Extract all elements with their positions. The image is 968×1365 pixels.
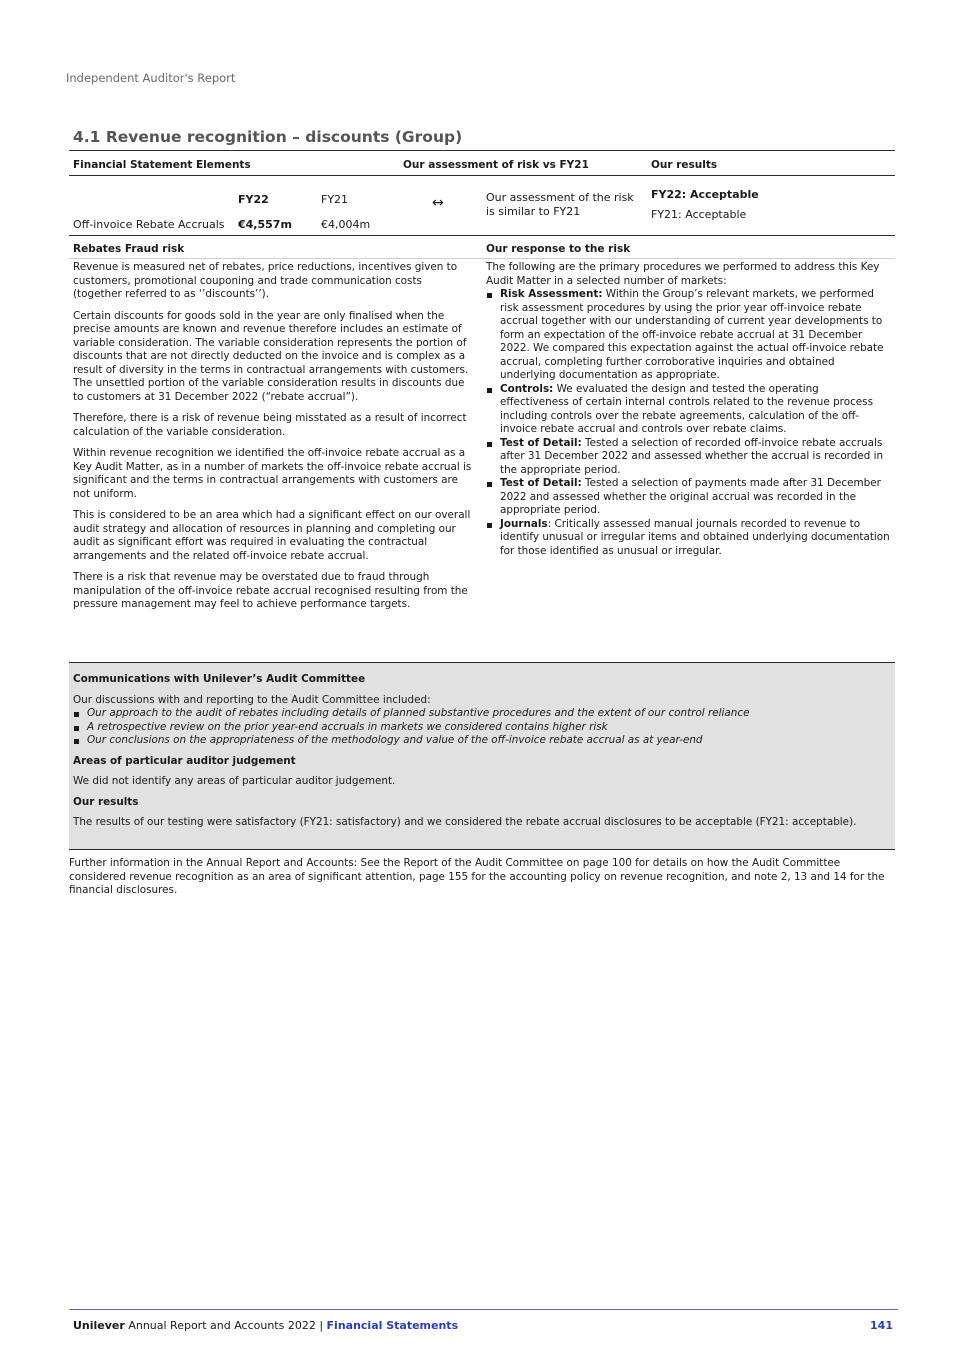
- table-row-rule: [69, 235, 895, 236]
- list-item: [486, 477, 891, 518]
- col-head-assessment: Our assessment of risk vs FY21: [403, 159, 589, 171]
- fy21-value: €4,004m: [321, 218, 371, 231]
- judgement-text: We did not identify any areas of particular auditor judgement.: [73, 775, 396, 787]
- communications-content: [73, 673, 873, 837]
- item-label: Controls:: [500, 382, 554, 395]
- communications-intro: Our discussions with and reporting to the Audit Committee included:: [73, 693, 431, 706]
- assessment-text: Our assessment of the risk is similar to FY21: [486, 191, 634, 218]
- table-top-rule: [69, 150, 895, 151]
- result-fy21: FY21: Acceptable: [651, 208, 747, 221]
- list-item: A retrospective review on the prior year-end accruals in markets we considered contains higher risk: [73, 721, 873, 735]
- sub-rule: [69, 258, 895, 259]
- left-right-arrow-icon: ↔: [432, 195, 444, 211]
- risk-paragraph: Within revenue recognition we identified the off-invoice rebate accrual as a Key Audit Matter, as in a number of markets the off-invoice rebate accrual is significant and the terms in contractual arrangements with customers are not uniform.: [73, 447, 472, 500]
- response-text: [486, 261, 891, 558]
- judgement-heading: Areas of particular auditor judgement: [73, 754, 296, 767]
- risk-heading: Rebates Fraud risk: [73, 243, 185, 255]
- row-label: Off-invoice Rebate Accruals: [73, 218, 225, 231]
- col-head-elements: Financial Statement Elements: [73, 159, 251, 171]
- list-item: Our conclusions on the appropriateness of the methodology and value of the off-invoice rebate accrual as at year-end: [73, 734, 873, 748]
- footer-rule: [69, 1309, 898, 1310]
- footer-brand: Unilever: [73, 1319, 125, 1332]
- list-item: [486, 437, 891, 478]
- footer-section-link[interactable]: Financial Statements: [326, 1319, 459, 1332]
- item-label: Journals: [500, 517, 548, 530]
- fy22-value: €4,557m: [238, 218, 292, 231]
- risk-paragraph: There is a risk that revenue may be overstated due to fraud through manipulation of the off-invoice rebate accrual recognised resulting from the pressure management may feel to achieve performance targets.: [73, 571, 468, 610]
- footer-report: Annual Report and Accounts 2022 |: [124, 1319, 327, 1332]
- item-text: Within the Group’s relevant markets, we performed risk assessment procedures by using the prior year off-invoice rebate accrual together with our understanding of current year developments to form an expectation of the off-invoice rebate accrual at 31 December 2022. We compared this expectation against the actual off-invoice rebate accrual, completing further corroborative inquiries and obtained underlying documentation as appropriate.: [500, 288, 884, 381]
- response-intro: The following are the primary procedures we performed to address this Key Audit Matter in a selected number of markets:: [486, 261, 880, 287]
- col-head-results: Our results: [651, 159, 718, 171]
- footer-title: [73, 1319, 458, 1332]
- list-item: Our approach to the audit of rebates including details of planned substantive procedures and the extent of our control reliance: [73, 707, 873, 721]
- risk-paragraph: This is considered to be an area which had a significant effect on our overall audit strategy and allocation of resources in planning and completing our audit as significant effort was required in evaluating the contractual arrangements and the related off-invoice rebate accrual.: [73, 509, 471, 562]
- item-text: Tested a selection of recorded off-invoice rebate accruals after 31 December 2022 and assessed whether the accrual is recorded in the appropriate period.: [500, 436, 884, 476]
- table-header-rule: [69, 175, 895, 176]
- item-label: Test of Detail:: [500, 477, 582, 489]
- list-item: [486, 518, 891, 559]
- risk-paragraph: Therefore, there is a risk of revenue being misstated as a result of incorrect calculation of the variable consideration.: [73, 412, 467, 438]
- list-item: [486, 288, 891, 383]
- item-text: Tested a selection of payments made after 31 December 2022 and assessed whether the original accrual was recorded in the appropriate period.: [500, 477, 881, 516]
- communications-list: [73, 707, 873, 748]
- page-number: 141: [870, 1319, 893, 1332]
- risk-text: [73, 261, 473, 620]
- results-text: The results of our testing were satisfactory (FY21: satisfactory) and we considered the rebate accrual disclosures to be acceptable (FY21: acceptable).: [73, 816, 857, 828]
- fy22-label: FY22: [238, 193, 269, 206]
- item-label: Risk Assessment:: [500, 288, 603, 300]
- running-header: Independent Auditor's Report: [66, 71, 236, 85]
- communications-box: [69, 662, 895, 850]
- item-text: : Critically assessed manual journals recorded to revenue to identify unusual or irregular items and obtained underlying documentation for those identified as unusual or irregular.: [500, 517, 890, 557]
- results-heading: Our results: [73, 795, 139, 808]
- fy21-label: FY21: [321, 193, 349, 206]
- communications-heading: Communications with Unilever’s Audit Committee: [73, 673, 366, 685]
- risk-paragraph: Certain discounts for goods sold in the year are only finalised when the precise amounts are known and revenue therefore includes an estimate of variable consideration. The variable consideration represents the portion of discounts that are not directly deducted on the invoice and is complex as a result of diversity in the terms in contractual arrangements with customers. The unsettled portion of the variable consideration results in discounts due to customers at 31 December 2022 (“rebate accrual”).: [73, 309, 469, 403]
- further-information: Further information in the Annual Report and Accounts: See the Report of the Audit Committee on page 100 for details on how the Audit Committee considered revenue recognition as an area of significant attention, page 155 for the accounting policy on revenue recognition, and note 2, 13 and 14 for the financial disclosures.: [69, 857, 885, 896]
- item-label: Test of Detail:: [500, 436, 582, 449]
- response-list: [486, 288, 891, 558]
- response-heading: Our response to the risk: [486, 243, 631, 255]
- section-title: 4.1 Revenue recognition – discounts (Group): [73, 128, 463, 146]
- list-item: [486, 383, 891, 437]
- result-fy22: FY22: Acceptable: [651, 188, 759, 201]
- risk-paragraph: Revenue is measured net of rebates, price reductions, incentives given to customers, promotional couponing and trade communication costs (together referred to as ‘’discounts’’).: [73, 261, 458, 300]
- item-text: We evaluated the design and tested the operating effectiveness of certain internal controls related to the revenue process including controls over the rebate agreements, calculation of the off-invoice rebate accrual and controls over rebate claims.: [500, 382, 874, 435]
